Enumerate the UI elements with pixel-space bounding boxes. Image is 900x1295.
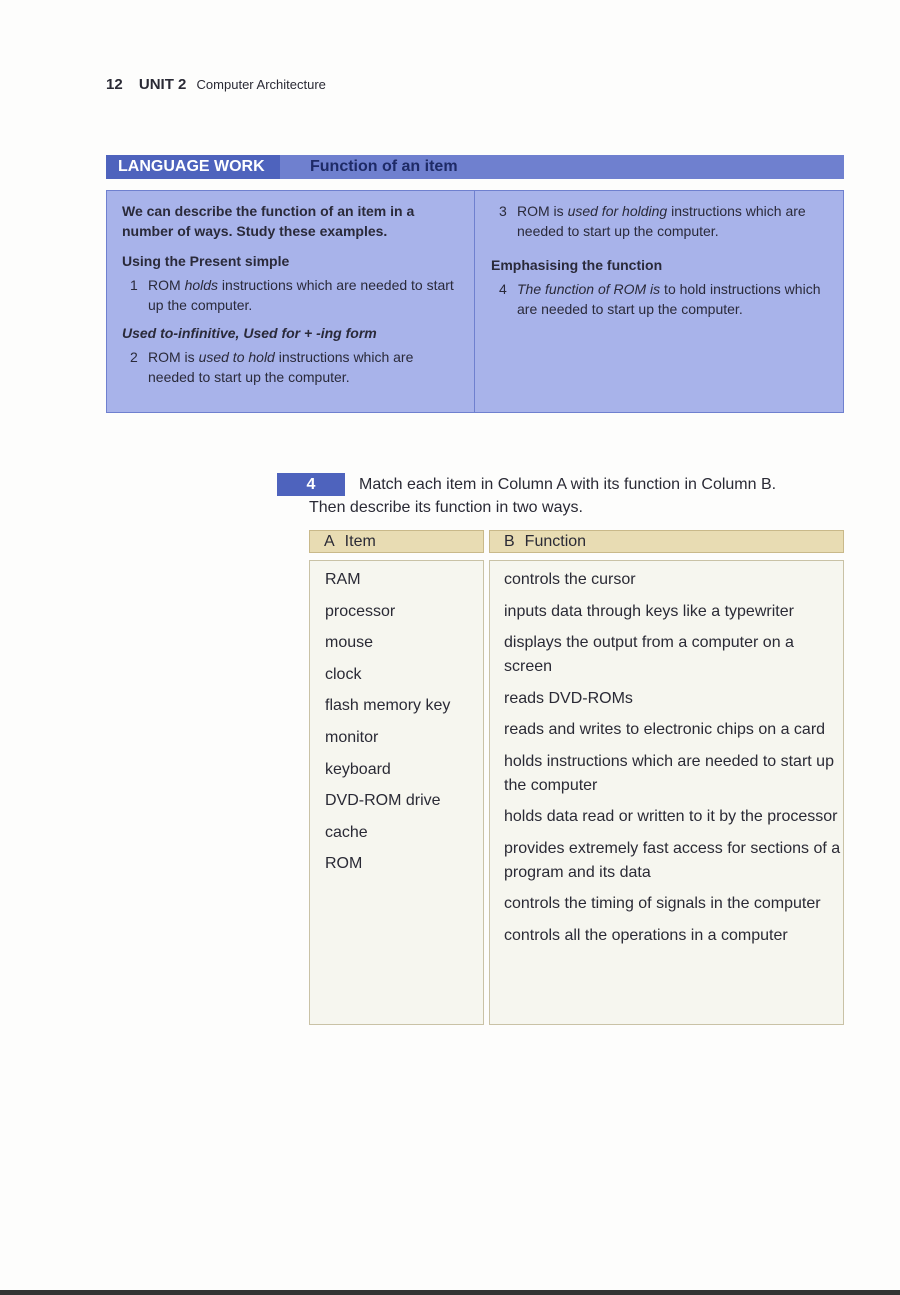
example-2 <box>122 347 462 387</box>
column-b-title: Function <box>524 533 587 550</box>
example-4 <box>491 279 831 319</box>
example-number: 3 <box>499 203 507 219</box>
language-work-left-column <box>122 201 462 395</box>
example-heading: Using the Present simple <box>122 253 290 269</box>
column-b-header <box>489 530 844 553</box>
language-work-label: LANGUAGE WORK <box>106 155 280 179</box>
example-heading: Emphasising the function <box>491 257 663 273</box>
example-text: ROM is <box>517 203 568 219</box>
language-work-bar <box>106 155 844 179</box>
item: cache <box>325 823 368 841</box>
example-emphasis: The function of ROM is <box>517 281 661 297</box>
example-heading <box>122 323 462 343</box>
task-instruction-line-1: Match each item in Column A with its function in Column B. <box>359 476 777 493</box>
column-a-letter: A <box>324 533 335 550</box>
function: controls the cursor <box>504 571 636 588</box>
column-divider <box>474 191 475 412</box>
function: inputs data through keys like a typewriter <box>504 602 794 620</box>
page-header <box>106 76 326 93</box>
task-number-badge: 4 <box>277 473 345 496</box>
language-work-right-column <box>491 201 831 327</box>
function: provides extremely fast access for sections of a program and its data <box>504 839 841 881</box>
example-text: ROM <box>148 277 185 293</box>
example-3 <box>491 201 831 241</box>
column-b-functions <box>489 560 844 1025</box>
item: mouse <box>325 634 374 652</box>
column-a-header <box>309 530 484 553</box>
function: controls all the operations in a computer <box>504 926 788 944</box>
function: controls the timing of signals in the computer <box>504 895 821 912</box>
page-bottom-edge <box>0 1290 900 1295</box>
language-work-title: Function of an item <box>310 158 458 175</box>
item: clock <box>325 665 362 683</box>
example-text: instructions which are needed to start up the computer. <box>148 277 454 313</box>
language-work-intro: We can describe the function of an item in a number of ways. Study these examples. <box>122 203 415 239</box>
column-a-items <box>309 560 484 1025</box>
function: reads DVD-ROMs <box>504 689 633 707</box>
unit-label: UNIT 2 <box>138 76 187 93</box>
language-work-box <box>106 190 844 413</box>
item: processor <box>325 602 396 620</box>
column-b-letter: B <box>504 533 515 550</box>
item: keyboard <box>325 760 391 778</box>
example-text: instructions which are needed to start up the computer. <box>148 349 414 385</box>
example-heading-text: Used to-infinitive, Used for + -ing form <box>122 325 377 341</box>
item: RAM <box>325 571 361 588</box>
example-number: 2 <box>130 349 138 365</box>
task-instruction-line-2: Then describe its function in two ways. <box>309 499 583 516</box>
function: holds data read or written to it by the processor <box>504 808 838 825</box>
example-text: to hold instructions which are needed to start up the computer. <box>517 281 821 317</box>
example-text: ROM is <box>148 349 199 365</box>
unit-title: Computer Architecture <box>196 77 326 92</box>
example-emphasis: holds <box>184 277 219 293</box>
function: displays the output from a computer on a screen <box>504 634 794 675</box>
example-1 <box>122 275 462 315</box>
example-text: instructions which are needed to start up the computer. <box>517 203 806 239</box>
item: ROM <box>325 855 363 873</box>
example-emphasis: used for holding <box>567 203 668 219</box>
page-number: 12 <box>106 76 123 93</box>
example-number: 1 <box>130 277 138 293</box>
function: reads and writes to electronic chips on a card <box>504 721 826 738</box>
function: holds instructions which are needed to start up the computer <box>504 752 834 794</box>
column-a-title: Item <box>344 533 376 550</box>
item: DVD-ROM drive <box>325 792 441 810</box>
example-emphasis: used to hold <box>198 349 275 365</box>
item: monitor <box>325 728 379 746</box>
example-number: 4 <box>499 281 507 297</box>
item: flash memory key <box>325 697 451 715</box>
